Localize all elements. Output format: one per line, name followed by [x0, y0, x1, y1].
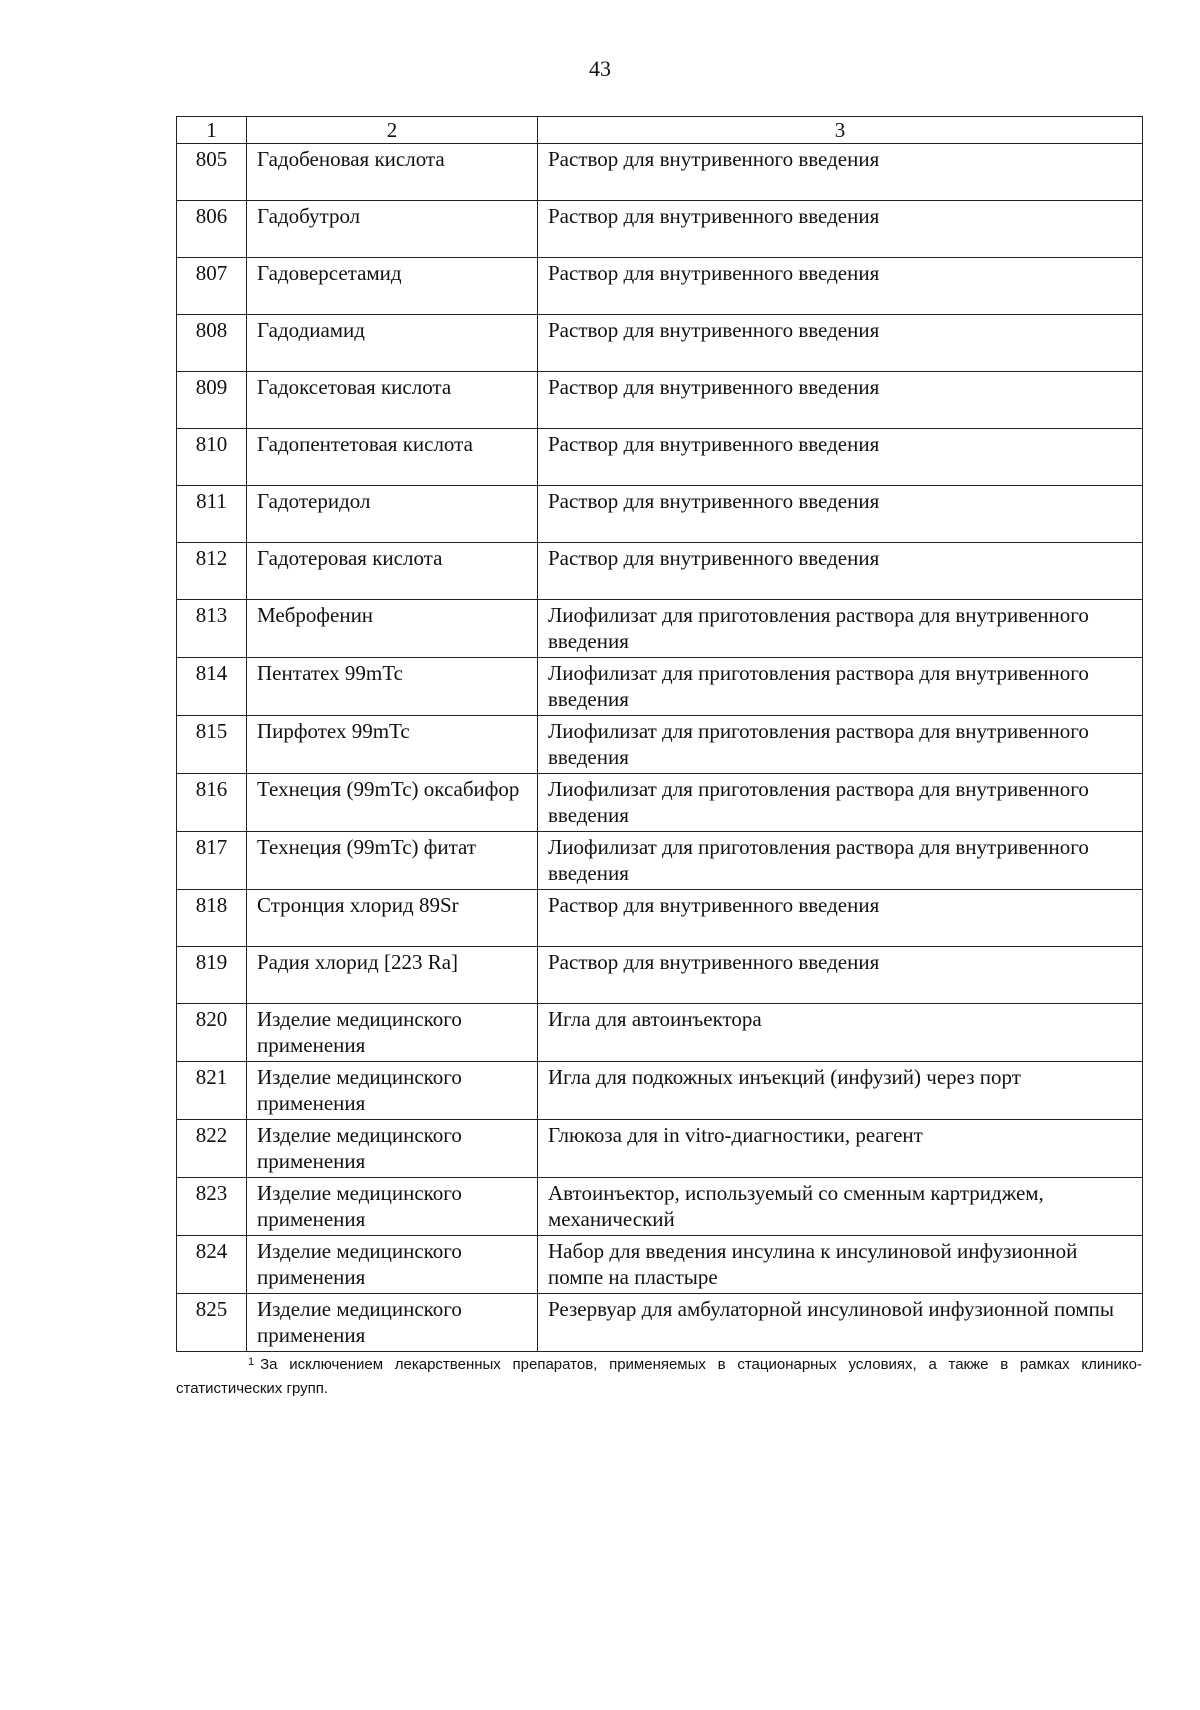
dosage-form-cell: Раствор для внутривенного введения: [538, 315, 1143, 372]
column-header-name: 2: [247, 117, 538, 144]
row-number-cell: 824: [177, 1236, 247, 1294]
drug-name-cell: Гадоксетовая кислота: [247, 372, 538, 429]
table-row: [177, 201, 1143, 258]
drug-name-cell: Радия хлорид [223 Ra]: [247, 947, 538, 1004]
dosage-form-cell: Игла для подкожных инъекций (инфузий) через порт: [538, 1062, 1143, 1120]
drug-name-cell: Технеция (99mTc) фитат: [247, 832, 538, 890]
drug-name-cell: Гадоверсетамид: [247, 258, 538, 315]
row-number-cell: 821: [177, 1062, 247, 1120]
row-number-cell: 818: [177, 890, 247, 947]
drug-name-cell: Пентатех 99mTc: [247, 658, 538, 716]
row-number-cell: 817: [177, 832, 247, 890]
table-row: [177, 774, 1143, 832]
row-number-cell: 816: [177, 774, 247, 832]
drug-name-cell: Изделие медицинского применения: [247, 1004, 538, 1062]
row-number-cell: 809: [177, 372, 247, 429]
row-number-cell: 810: [177, 429, 247, 486]
drug-name-cell: Гадодиамид: [247, 315, 538, 372]
drug-name-cell: Изделие медицинского применения: [247, 1236, 538, 1294]
dosage-form-cell: Раствор для внутривенного введения: [538, 258, 1143, 315]
table-row: [177, 144, 1143, 201]
table-body: [177, 144, 1143, 1352]
row-number-cell: 805: [177, 144, 247, 201]
row-number-cell: 814: [177, 658, 247, 716]
dosage-form-cell: Лиофилизат для приготовления раствора для внутривенного введения: [538, 658, 1143, 716]
page-number: 43: [589, 56, 611, 81]
dosage-form-cell: Раствор для внутривенного введения: [538, 890, 1143, 947]
table-row: [177, 1294, 1143, 1352]
table-row: [177, 832, 1143, 890]
dosage-form-cell: Резервуар для амбулаторной инсулиновой инфузионной помпы: [538, 1294, 1143, 1352]
dosage-form-cell: Раствор для внутривенного введения: [538, 372, 1143, 429]
dosage-form-cell: Игла для автоинъектора: [538, 1004, 1143, 1062]
row-number-cell: 813: [177, 600, 247, 658]
table-row: [177, 372, 1143, 429]
drug-table: [176, 116, 1143, 1352]
table-row: [177, 258, 1143, 315]
table-row: [177, 315, 1143, 372]
row-number-cell: 820: [177, 1004, 247, 1062]
table-row: [177, 1236, 1143, 1294]
drug-name-cell: Гадотеровая кислота: [247, 543, 538, 600]
dosage-form-cell: Автоинъектор, используемый со сменным картриджем, механический: [538, 1178, 1143, 1236]
table-row: [177, 543, 1143, 600]
row-number-cell: 806: [177, 201, 247, 258]
drug-name-cell: Гадобутрол: [247, 201, 538, 258]
drug-name-cell: Изделие медицинского применения: [247, 1062, 538, 1120]
table-row: [177, 600, 1143, 658]
footnote-marker: 1: [248, 1356, 255, 1368]
footnote-text: За исключением лекарственных препаратов, применяемых в стационарных условиях, а также в рамках клинико-статистических групп.: [176, 1356, 1142, 1397]
dosage-form-cell: Лиофилизат для приготовления раствора для внутривенного введения: [538, 774, 1143, 832]
row-number-cell: 825: [177, 1294, 247, 1352]
dosage-form-cell: Лиофилизат для приготовления раствора для внутривенного введения: [538, 832, 1143, 890]
table-row: [177, 890, 1143, 947]
row-number-cell: 823: [177, 1178, 247, 1236]
table-row: [177, 1178, 1143, 1236]
drug-name-cell: Меброфенин: [247, 600, 538, 658]
dosage-form-cell: Раствор для внутривенного введения: [538, 201, 1143, 258]
drug-name-cell: Изделие медицинского применения: [247, 1178, 538, 1236]
row-number-cell: 815: [177, 716, 247, 774]
table-row: [177, 1062, 1143, 1120]
table-row: [177, 486, 1143, 543]
row-number-cell: 812: [177, 543, 247, 600]
column-header-form: 3: [538, 117, 1143, 144]
drug-name-cell: Стронция хлорид 89Sr: [247, 890, 538, 947]
dosage-form-cell: Раствор для внутривенного введения: [538, 947, 1143, 1004]
dosage-form-cell: Лиофилизат для приготовления раствора для внутривенного введения: [538, 716, 1143, 774]
table-row: [177, 429, 1143, 486]
row-number-cell: 819: [177, 947, 247, 1004]
dosage-form-cell: Раствор для внутривенного введения: [538, 486, 1143, 543]
dosage-form-cell: Глюкоза для in vitro-диагностики, реагент: [538, 1120, 1143, 1178]
dosage-form-cell: Раствор для внутривенного введения: [538, 543, 1143, 600]
footnote: [176, 1353, 1142, 1401]
column-header-number: 1: [177, 117, 247, 144]
drug-name-cell: Гадобеновая кислота: [247, 144, 538, 201]
drug-name-cell: Гадотеридол: [247, 486, 538, 543]
table-row: [177, 947, 1143, 1004]
dosage-form-cell: Раствор для внутривенного введения: [538, 429, 1143, 486]
dosage-form-cell: Лиофилизат для приготовления раствора для внутривенного введения: [538, 600, 1143, 658]
dosage-form-cell: Раствор для внутривенного введения: [538, 144, 1143, 201]
row-number-cell: 807: [177, 258, 247, 315]
dosage-form-cell: Набор для введения инсулина к инсулиновой инфузионной помпе на пластыре: [538, 1236, 1143, 1294]
row-number-cell: 811: [177, 486, 247, 543]
table-row: [177, 1120, 1143, 1178]
drug-name-cell: Пирфотех 99mTc: [247, 716, 538, 774]
table-row: [177, 716, 1143, 774]
row-number-cell: 808: [177, 315, 247, 372]
table-row: [177, 1004, 1143, 1062]
table-header-row: [177, 117, 1143, 144]
drug-name-cell: Изделие медицинского применения: [247, 1120, 538, 1178]
drug-name-cell: Изделие медицинского применения: [247, 1294, 538, 1352]
table-row: [177, 658, 1143, 716]
drug-name-cell: Гадопентетовая кислота: [247, 429, 538, 486]
drug-name-cell: Технеция (99mTc) оксабифор: [247, 774, 538, 832]
row-number-cell: 822: [177, 1120, 247, 1178]
